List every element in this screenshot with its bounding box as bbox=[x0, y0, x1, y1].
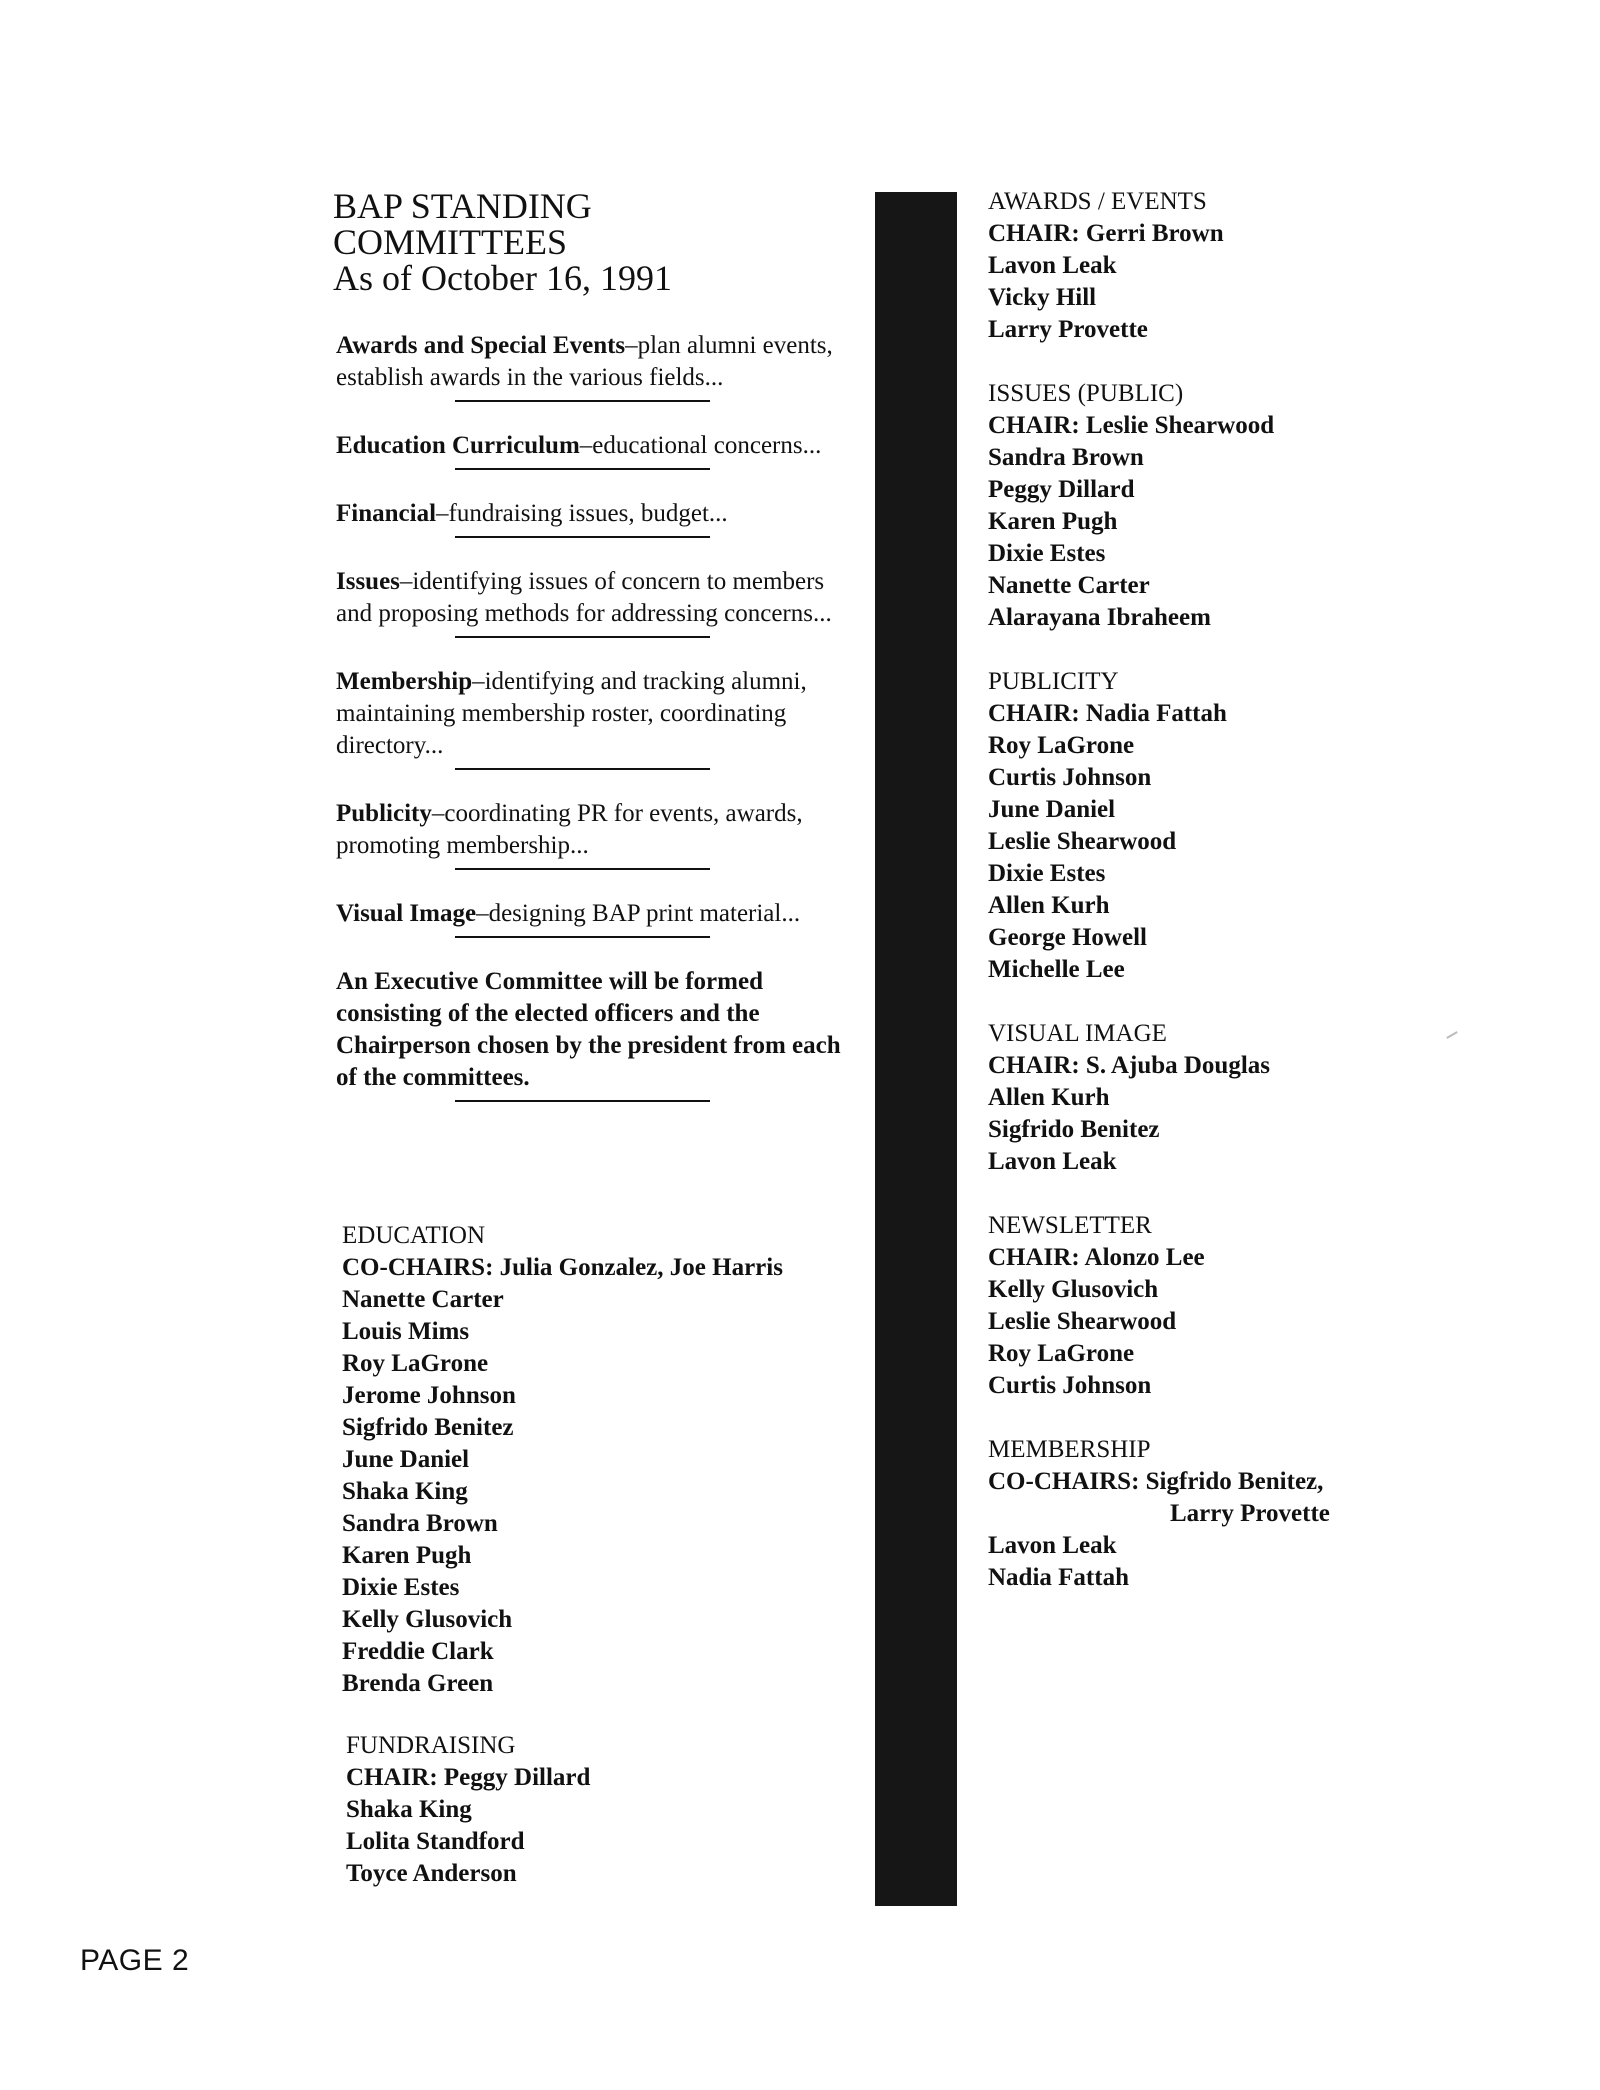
committee-chair: CHAIR: Peggy Dillard bbox=[346, 1764, 591, 1791]
member-name: Larry Provette bbox=[988, 316, 1148, 343]
committee-education bbox=[342, 1220, 783, 1700]
member-name: Sandra Brown bbox=[342, 1510, 498, 1537]
committee-heading: NEWSLETTER bbox=[988, 1212, 1152, 1239]
member-name: Shaka King bbox=[346, 1796, 472, 1823]
member-name: Michelle Lee bbox=[988, 956, 1125, 983]
executive-note: An Executive Committee will be formed consisting of the elected officers and the Chairperson chosen by the president from each of the committees. bbox=[336, 968, 841, 1091]
member-name: Nanette Carter bbox=[342, 1286, 504, 1313]
member-name: Toyce Anderson bbox=[346, 1860, 517, 1887]
member-name: Leslie Shearwood bbox=[988, 828, 1177, 855]
committee-newsletter bbox=[988, 1210, 1408, 1402]
divider bbox=[455, 936, 710, 938]
member-name: Roy LaGrone bbox=[988, 732, 1135, 759]
committee-chair: CHAIR: S. Ajuba Douglas bbox=[988, 1052, 1271, 1079]
member-name: Lavon Leak bbox=[988, 1532, 1117, 1559]
member-name: Kelly Glusovich bbox=[342, 1606, 513, 1633]
member-name: Jerome Johnson bbox=[342, 1382, 516, 1409]
committee-publicity bbox=[988, 666, 1408, 986]
divider bbox=[455, 1100, 710, 1102]
member-name: Roy LaGrone bbox=[988, 1340, 1135, 1367]
title-line-2: COMMITTEES bbox=[333, 222, 567, 262]
description-awards bbox=[336, 330, 846, 394]
member-name: June Daniel bbox=[988, 796, 1116, 823]
title-line-1: BAP STANDING bbox=[333, 186, 592, 226]
member-name: Roy LaGrone bbox=[342, 1350, 489, 1377]
member-name: Nanette Carter bbox=[988, 572, 1150, 599]
committee-chair: CHAIR: Leslie Shearwood bbox=[988, 412, 1275, 439]
divider bbox=[455, 400, 710, 402]
description-term: Financial bbox=[336, 500, 437, 527]
member-name: Lavon Leak bbox=[988, 1148, 1117, 1175]
committee-chair: CHAIR: Gerri Brown bbox=[988, 220, 1224, 247]
page-number: PAGE 2 bbox=[80, 1944, 190, 1977]
committee-fundraising bbox=[346, 1730, 590, 1890]
committee-visual-image bbox=[988, 1018, 1408, 1178]
page-title bbox=[333, 188, 833, 296]
member-name: Sigfrido Benitez bbox=[988, 1116, 1160, 1143]
committee-heading: AWARDS / EVENTS bbox=[988, 188, 1207, 215]
description-text: –designing BAP print material... bbox=[476, 900, 801, 927]
description-financial bbox=[336, 498, 846, 530]
divider bbox=[455, 468, 710, 470]
description-term: Visual Image bbox=[336, 900, 477, 927]
description-text: –educational concerns... bbox=[579, 432, 822, 459]
committee-chair-continued: Larry Provette bbox=[1170, 1500, 1330, 1527]
member-name: Leslie Shearwood bbox=[988, 1308, 1177, 1335]
description-text: –plan alumni events, establish awards in the various fields... bbox=[336, 332, 833, 391]
member-name: Peggy Dillard bbox=[988, 476, 1135, 503]
committee-descriptions bbox=[336, 330, 846, 1130]
committee-heading: PUBLICITY bbox=[988, 668, 1119, 695]
member-name: Shaka King bbox=[342, 1478, 468, 1505]
committee-chair: CHAIR: Alonzo Lee bbox=[988, 1244, 1205, 1271]
member-name: Nadia Fattah bbox=[988, 1564, 1129, 1591]
committee-rosters bbox=[988, 186, 1408, 1626]
member-name: Karen Pugh bbox=[342, 1542, 472, 1569]
committee-heading: FUNDRAISING bbox=[346, 1732, 516, 1759]
member-name: Karen Pugh bbox=[988, 508, 1118, 535]
committee-heading: MEMBERSHIP bbox=[988, 1436, 1151, 1463]
committee-heading: VISUAL IMAGE bbox=[988, 1020, 1167, 1047]
committee-awards-events bbox=[988, 186, 1408, 346]
description-membership bbox=[336, 666, 846, 762]
divider bbox=[455, 636, 710, 638]
committee-chair: CO-CHAIRS: Julia Gonzalez, Joe Harris bbox=[342, 1254, 783, 1281]
description-text: –identifying issues of concern to members and proposing methods for addressing concerns... bbox=[336, 568, 832, 627]
member-name: George Howell bbox=[988, 924, 1147, 951]
member-name: Kelly Glusovich bbox=[988, 1276, 1159, 1303]
member-name: Dixie Estes bbox=[988, 860, 1106, 887]
vertical-divider-bar bbox=[875, 192, 957, 1906]
description-term: Publicity bbox=[336, 800, 432, 827]
member-name: Lolita Standford bbox=[346, 1828, 525, 1855]
member-name: Dixie Estes bbox=[342, 1574, 460, 1601]
member-name: Sandra Brown bbox=[988, 444, 1144, 471]
member-name: Curtis Johnson bbox=[988, 764, 1152, 791]
description-text: –identifying and tracking alumni, maintaining membership roster, coordinating directory... bbox=[336, 668, 807, 759]
committee-heading: EDUCATION bbox=[342, 1222, 486, 1249]
description-visual-image bbox=[336, 898, 846, 930]
member-name: Brenda Green bbox=[342, 1670, 494, 1697]
committee-chair: CO-CHAIRS: Sigfrido Benitez, bbox=[988, 1468, 1324, 1495]
member-name: Vicky Hill bbox=[988, 284, 1097, 311]
description-term: Issues bbox=[336, 568, 400, 595]
description-text: –coordinating PR for events, awards, promoting membership... bbox=[336, 800, 803, 859]
committee-chair: CHAIR: Nadia Fattah bbox=[988, 700, 1227, 727]
committee-heading: ISSUES (PUBLIC) bbox=[988, 380, 1184, 407]
description-term: Membership bbox=[336, 668, 473, 695]
member-name: Sigfrido Benitez bbox=[342, 1414, 514, 1441]
member-name: Allen Kurh bbox=[988, 1084, 1110, 1111]
member-name: Freddie Clark bbox=[342, 1638, 494, 1665]
description-education bbox=[336, 430, 846, 462]
description-term: Education Curriculum bbox=[336, 432, 580, 459]
committee-membership bbox=[988, 1434, 1408, 1594]
title-line-3: As of October 16, 1991 bbox=[333, 258, 672, 298]
member-name: June Daniel bbox=[342, 1446, 470, 1473]
member-name: Louis Mims bbox=[342, 1318, 470, 1345]
member-name: Alarayana Ibraheem bbox=[988, 604, 1211, 631]
description-term: Awards and Special Events bbox=[336, 332, 626, 359]
scan-speck bbox=[1446, 1031, 1457, 1039]
description-text: –fundraising issues, budget... bbox=[436, 500, 728, 527]
divider bbox=[455, 868, 710, 870]
divider bbox=[455, 536, 710, 538]
member-name: Lavon Leak bbox=[988, 252, 1117, 279]
description-issues bbox=[336, 566, 846, 630]
description-publicity bbox=[336, 798, 846, 862]
divider bbox=[455, 768, 710, 770]
member-name: Allen Kurh bbox=[988, 892, 1110, 919]
member-name: Curtis Johnson bbox=[988, 1372, 1152, 1399]
member-name: Dixie Estes bbox=[988, 540, 1106, 567]
committee-issues bbox=[988, 378, 1408, 634]
